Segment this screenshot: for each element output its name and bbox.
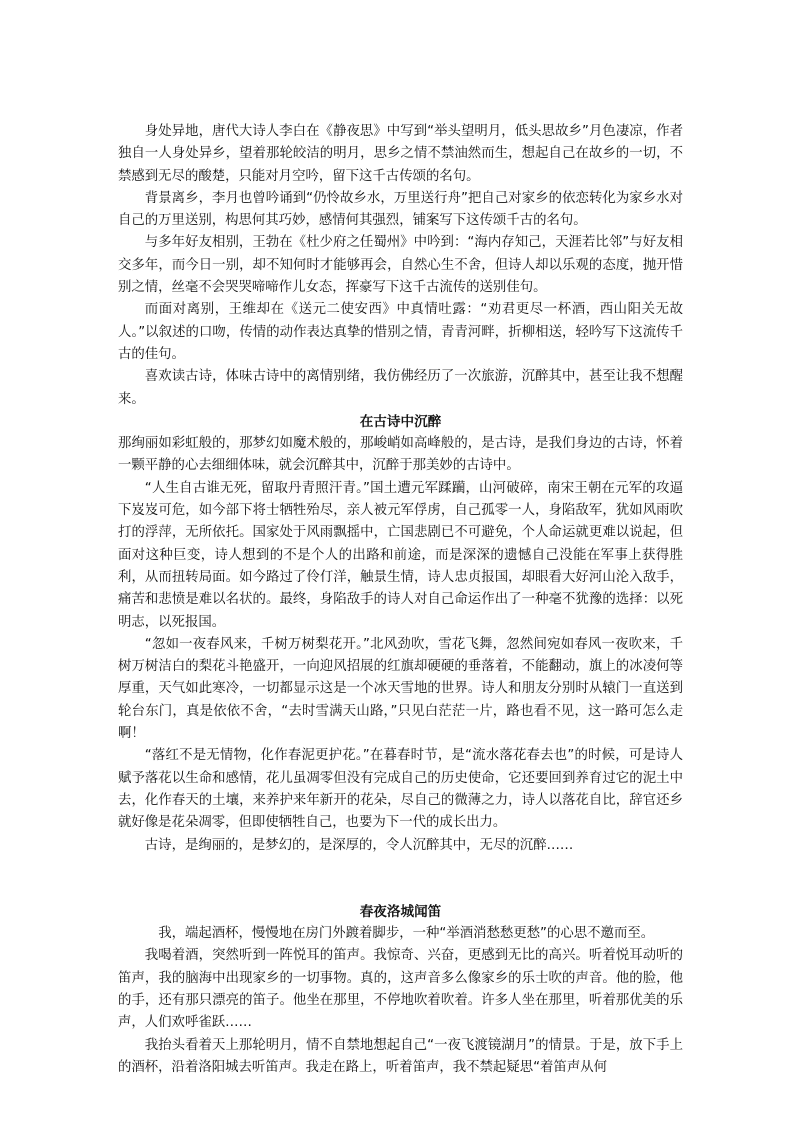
paragraph: 我喝着酒，突然听到一阵悦耳的笛声。我惊奇、兴奋，更感到无比的高兴。听着悦耳动听的笛声，我的脑海中出现家乡的一切事物。真的，这声音多么像家乡的乐士吹的声音。他的脸，他的手，还有那只漂亮的笛子。他坐在那里，不停地吹着吹着。许多人坐在那里，听着那优美的乐声，人们欢呼雀跃……: [118, 948, 683, 1031]
paragraph: “忽如一夜春风来，千树万树梨花开。”北风劲吹，雪花飞舞，忽然间宛如春风一夜吹来，千树万树洁白的梨花斗艳盛开，一向迎风招展的红旗却硬硬的垂落着，不能翻动，旗上的冰凌何等厚重，天气如此寒冷，一切都显示这是一个冰天雪地的世界。诗人和朋友分别时从辕门一直送到轮台东门，真是依依不舍，“去时雪满天山路，”只见白茫茫一片，路也看不见，这一路可怎么走啊！: [118, 636, 683, 742]
paragraph: “落红不是无情物，化作春泥更护花。”在暮春时节，是“流水落花春去也”的时候，可是诗人赋予落花以生命和感情，花儿虽凋零但没有完成自己的历史使命，它还要回到养育过它的泥土中去，化作春天的土壤，来养护来年新开的花朵，尽自己的微薄之力，诗人以落花自比，辞官还乡就好像是花朵凋零，但即使牺牲自己，也要为下一代的成长出力。: [118, 748, 683, 831]
paragraph: 喜欢读古诗，体味古诗中的离情别绪，我仿佛经历了一次旅游，沉醉其中，甚至让我不想醒来。: [118, 369, 683, 407]
section-farewell-poems: [118, 121, 683, 411]
paragraph: “人生自古谁无死，留取丹青照汗青。”国土遭元军蹂躏，山河破碎，南宋王朝在元军的攻逼下岌岌可危，如今部下将士牺牲殆尽，亲人被元军俘虏，自己孤零一人，身陷敌军，犹如风雨吹打的浮萍，无所依托。国家处于风雨飘摇中，亡国悲剧已不可避免，个人命运就更难以说起，但面对这种巨变，诗人想到的不是个人的出路和前途，而是深深的遗憾自己没能在军事上获得胜利，从而扭转局面。如今路过了伶仃洋，触景生情，诗人忠贞报国，却眼看大好河山沦入敌手，痛苦和悲愤是难以名状的。最终，身陷敌手的诗人对自己命运作出了一种毫不犹豫的选择：以死明志，以死报国。: [118, 480, 683, 630]
paragraph: 而面对离别，王维却在《送元二使安西》中真情吐露：“劝君更尽一杯酒，西山阳关无故人。”以叙述的口吻，传情的动作表达真挚的惜别之情，青青河畔，折柳相送，轻吟写下这流传千古的佳句。: [118, 302, 683, 362]
section-title: 春夜洛城闻笛: [359, 903, 442, 920]
paragraph: 我抬头看着天上那轮明月，情不自禁地想起自己“一夜飞渡镜湖月”的情景。于是，放下手上的酒杯，沿着洛阳城去听笛声。我走在路上，听着笛声，我不禁起疑思“着笛声从何: [118, 1037, 683, 1075]
paragraph: 身处异地，唐代大诗人李白在《静夜思》中写到“举头望明月，低头思故乡”月色凄凉，作者独自一人身处异乡，望着那轮皎洁的明月，思乡之情不禁油然而生，想起自己在故乡的一切，不禁感到无尽的酸楚，只能对月空吟，留下这千古传颂的名句。: [118, 124, 683, 184]
document-page: [118, 121, 683, 1079]
section-intoxicated-in-poems: [118, 411, 683, 857]
paragraph: 我，端起酒杯，慢慢地在房门外踱着脚步，一种“举酒消愁愁更愁”的心思不邀而至。: [158, 926, 655, 942]
paragraph: 与多年好友相别，王勃在《杜少府之任蜀州》中吟到：“海内存知己，天涯若比邻”与好友相交多年，而今日一别，却不知何时才能够再会，自然心生不舍，但诗人却以乐观的态度，抛开惜别之情，丝毫不会哭哭啼啼作儿女态，挥豪写下这千古流传的送别佳句。: [118, 235, 683, 296]
intro-paragraph: 那绚丽如彩虹般的，那梦幻如魔术般的，那峻峭如高峰般的，是古诗，是我们身边的古诗，怀着一颗平静的心去细细体味，就会沉醉其中，沉醉于那美妙的古诗中。: [118, 436, 683, 474]
section-spring-night-flute: [118, 901, 683, 1079]
section-title: 在古诗中沉醉: [359, 413, 442, 430]
section-spacer: [118, 857, 683, 901]
paragraph: 古诗，是绚丽的，是梦幻的，是深厚的，令人沉醉其中，无尽的沉醉……: [144, 837, 574, 853]
paragraph: 背景离乡，李月也曾吟诵到“仍怜故乡水，万里送行舟”把自己对家乡的依恋转化为家乡水对自己的万里送别，构思何其巧妙，感情何其强烈，铺案写下这传颂千古的名句。: [118, 190, 683, 229]
